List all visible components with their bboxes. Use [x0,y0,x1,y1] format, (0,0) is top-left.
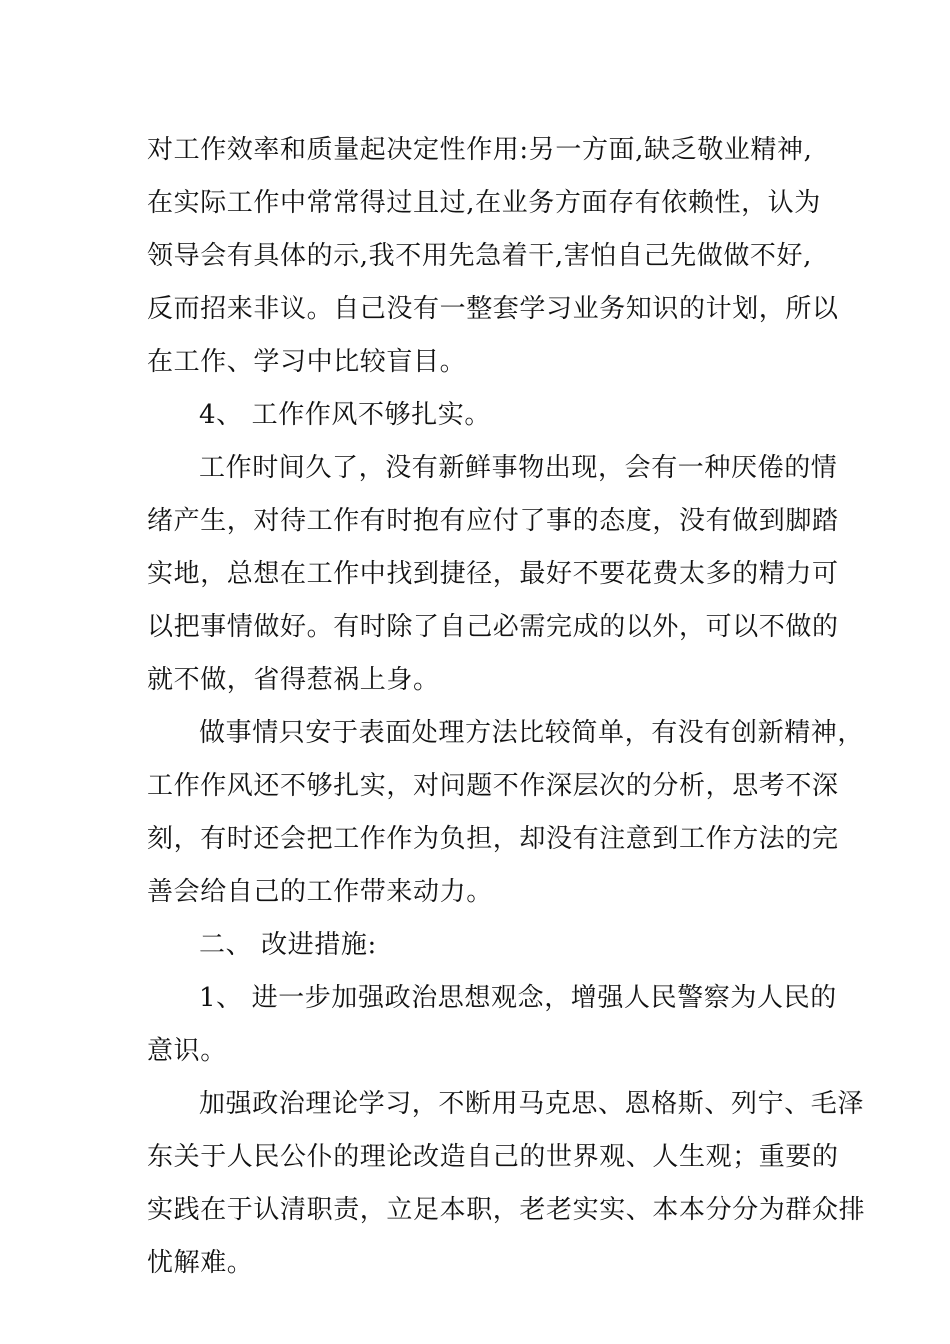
text-line: 在实际工作中常常得过且过,在业务方面存有依赖性，认为 [147,188,821,218]
text-line: 反而招来非议。自己没有一整套学习业务知识的计划，所以 [147,294,839,324]
text-line: 工作时间久了，没有新鲜事物出现，会有一种厌倦的情 [199,453,838,483]
text-line: 实地，总想在工作中找到捷径，最好不要花费太多的精力可 [147,559,839,589]
text-line: 东关于人民公仆的理论改造自己的世界观、人生观；重要的 [147,1142,839,1172]
text-line: 在工作、学习中比较盲目。 [147,347,467,377]
text-line: 绪产生，对待工作有时抱有应付了事的态度，没有做到脚踏 [147,506,839,536]
document-body [147,124,866,1290]
section-heading: 1、 进一步加强政治思想观念，增强人民警察为人民的 [199,983,837,1013]
text-line: 刻，有时还会把工作作为负担，却没有注意到工作方法的完 [147,824,839,854]
text-line: 善会给自己的工作带来动力。 [147,877,493,907]
section-heading: 二、 改进措施: [199,930,377,960]
text-line: 意识。 [147,1036,227,1066]
text-line: 实践在于认清职责，立足本职，老老实实、本本分分为群众排 [147,1195,866,1225]
text-line: 做事情只安于表面处理方法比较简单，有没有创新精神， [199,718,865,748]
text-line: 就不做，省得惹祸上身。 [147,665,440,695]
text-line: 加强政治理论学习，不断用马克思、恩格斯、列宁、毛泽 [199,1089,865,1119]
text-line: 对工作效率和质量起决定性作用:另一方面,缺乏敬业精神, [147,135,813,165]
text-line: 以把事情做好。有时除了自己必需完成的以外，可以不做的 [147,612,839,642]
text-line: 工作作风还不够扎实，对问题不作深层次的分析，思考不深 [147,771,839,801]
text-line: 领导会有具体的示,我不用先急着干,害怕自己先做做不好, [147,241,812,271]
section-heading: 4、 工作作风不够扎实。 [199,400,492,430]
text-line: 忧解难。 [147,1248,254,1278]
